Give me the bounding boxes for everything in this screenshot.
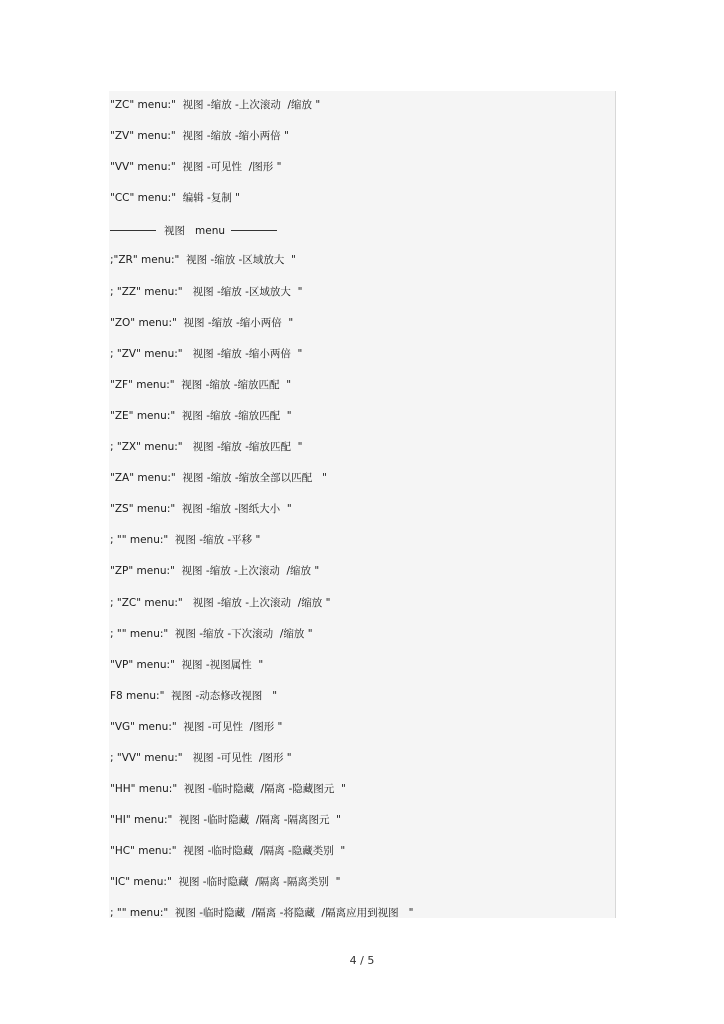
command-line: "HI" menu:" 视图 -临时隐藏 /隔离 -隔离图元 " [110,814,341,827]
command-line: ; "" menu:" 视图 -缩放 -平移 " [110,534,261,547]
command-line: "ZA" menu:" 视图 -缩放 -缩放全部以匹配 " [110,472,328,485]
command-line: ; "ZV" menu:" 视图 -缩放 -缩小两倍 " [110,347,303,360]
command-line: "ZC" menu:" 视图 -缩放 -上次滚动 /缩放 " [110,99,321,111]
command-line: ; "" menu:" 视图 -缩放 -下次滚动 /缩放 " [110,627,313,640]
command-line: ; "ZX" menu:" 视图 -缩放 -缩放匹配 " [110,441,303,454]
command-line: "ZP" menu:" 视图 -缩放 -上次滚动 /缩放 " [110,565,320,578]
command-line: "VV" menu:" 视图 -可见性 /图形 " [110,161,282,174]
command-line: "CC" menu:" 编辑 -复制 " [110,192,240,205]
command-line: "ZV" menu:" 视图 -缩放 -缩小两倍 " [110,130,289,143]
command-line: ;"ZR" menu:" 视图 -缩放 -区域放大 " [110,254,296,267]
command-line: ; "ZC" menu:" 视图 -缩放 -上次滚动 /缩放 " [110,596,331,609]
section-divider [109,215,615,246]
command-line: "VP" menu:" 视图 -视图属性 " [110,658,264,671]
command-line: "ZS" menu:" 视图 -缩放 -图纸大小 " [110,503,292,516]
command-line: "HH" menu:" 视图 -临时隐藏 /隔离 -隐藏图元 " [110,783,346,796]
command-line: F8 menu:" 视图 -动态修改视图 " [110,689,278,702]
command-line: ; "ZZ" menu:" 视图 -缩放 -区域放大 " [110,285,303,298]
command-line: "VG" menu:" 视图 -可见性 /图形 " [110,720,283,733]
divider-rule-right [231,230,277,231]
divider-rule-left [110,230,156,231]
command-line: ; "VV" menu:" 视图 -可见性 /图形 " [110,751,292,764]
command-list [109,91,615,931]
command-line: ; "" menu:" 视图 -临时隐藏 /隔离 -将隐藏 /隔离应用到视图 " [110,907,414,920]
command-line: "ZF" menu:" 视图 -缩放 -缩放匹配 " [110,378,292,391]
command-line: "IC" menu:" 视图 -临时隐藏 /隔离 -隔离类别 " [110,876,341,889]
command-line: "ZO" menu:" 视图 -缩放 -缩小两倍 " [110,316,294,329]
command-line: "HC" menu:" 视图 -临时隐藏 /隔离 -隐藏类别 " [110,845,346,858]
command-line: "ZE" menu:" 视图 -缩放 -缩放匹配 " [110,409,292,422]
section-heading: 视图 menu [164,224,226,237]
page-number: 4 / 5 [349,954,375,967]
